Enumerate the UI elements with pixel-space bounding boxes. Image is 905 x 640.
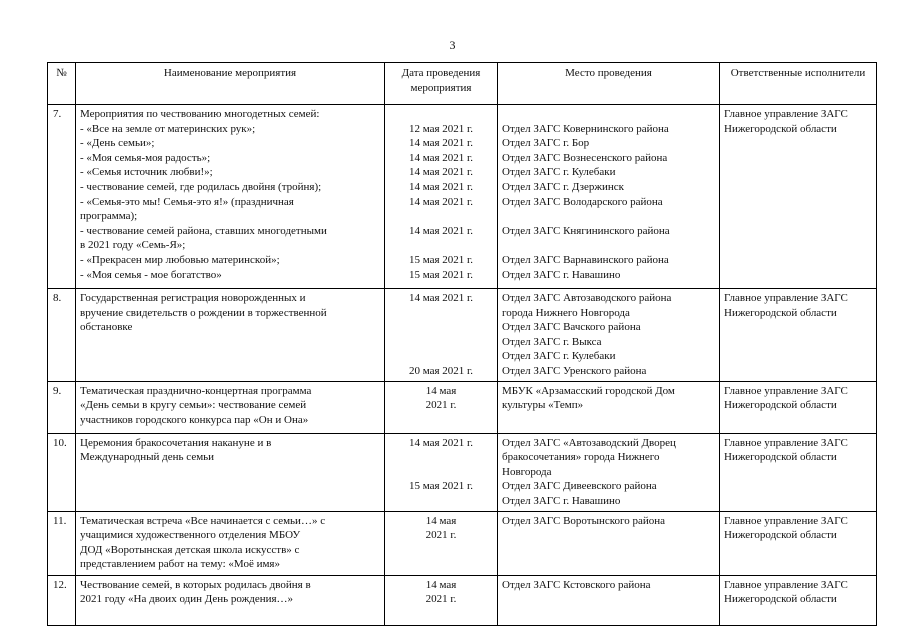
responsible-line: Главное управление ЗАГС	[724, 436, 848, 449]
page-number: 3	[449, 38, 456, 52]
date-line: 14 мая 2021 г.	[408, 292, 474, 304]
event-name-cell	[76, 511, 385, 575]
table-header-row	[48, 63, 877, 105]
table-row	[48, 381, 877, 433]
date-line: 15 мая 2021 г.	[408, 268, 474, 281]
row-number: 8.	[48, 289, 76, 382]
event-name-line: - «Прекрасен мир любовью материнской»;	[80, 253, 280, 266]
table-row	[48, 433, 877, 511]
place-line: Отдел ЗАГС Воротынского района	[502, 514, 666, 527]
responsible-line: Нижегородской области	[724, 529, 837, 542]
responsible-line: Главное управление ЗАГС	[724, 514, 848, 527]
event-name-line: программа);	[80, 210, 138, 223]
event-name-line: учащимися художественного отделения МБОУ	[80, 529, 301, 542]
date-line: 14 мая 2021 г.	[408, 180, 474, 193]
blank-line	[389, 349, 493, 364]
place-line: Отдел ЗАГС Вачского района	[502, 321, 641, 334]
event-name-line: Государственная регистрация новорожденных и	[80, 292, 306, 304]
date-cell	[385, 105, 498, 289]
header-place: Место проведения	[498, 63, 720, 105]
event-name-line: представлением работ на тему: «Моё имя»	[80, 558, 280, 571]
place-cell	[498, 289, 720, 382]
date-line: 20 мая 2021 г.	[408, 364, 474, 377]
event-name-cell	[76, 575, 385, 625]
event-name-line: - «День семьи»;	[80, 137, 155, 150]
date-line: 14 мая 2021 г.	[408, 224, 474, 237]
table-row	[48, 511, 877, 575]
place-line: Отдел ЗАГС г. Выкса	[502, 335, 602, 348]
place-cell	[498, 105, 720, 289]
row-number: 11.	[48, 511, 76, 575]
date-line: 2021 г.	[425, 529, 457, 542]
event-name-line: Тематическая празднично-концертная программа	[80, 384, 312, 397]
event-name-line: - «Моя семья-моя радость»;	[80, 151, 211, 164]
event-name-line: - «Семья-это мы! Семья-это я!» (праздничная	[80, 195, 294, 208]
event-name-line: Международный день семьи	[80, 451, 215, 464]
table-row	[48, 289, 877, 382]
blank-line	[389, 209, 493, 224]
responsible-line: Главное управление ЗАГС	[724, 578, 848, 591]
date-line: 15 мая 2021 г.	[408, 480, 474, 493]
place-cell	[498, 511, 720, 575]
header-responsible: Ответственные исполнители	[720, 63, 877, 105]
date-line: 14 мая 2021 г.	[408, 166, 474, 179]
event-name-cell	[76, 105, 385, 289]
row-number: 9.	[48, 381, 76, 433]
responsible-cell	[720, 289, 877, 382]
event-name-line: - чествование семей района, ставших многодетными	[80, 224, 327, 237]
date-cell	[385, 289, 498, 382]
responsible-line: Нижегородской области	[724, 122, 837, 135]
date-line: 14 мая 2021 г.	[408, 436, 474, 449]
blank-line	[389, 306, 493, 321]
responsible-line: Нижегородской области	[724, 306, 837, 319]
responsible-cell	[720, 105, 877, 289]
blank-line	[502, 238, 715, 253]
place-cell	[498, 381, 720, 433]
event-name-line: Тематическая встреча «Все начинается с семьи…» с	[80, 514, 326, 527]
event-name-line: Мероприятия по чествованию многодетных семей:	[80, 108, 320, 120]
events-table	[47, 62, 877, 626]
date-cell	[385, 575, 498, 625]
header-number: №	[48, 63, 76, 105]
place-line: Отдел ЗАГС Уренского района	[502, 364, 647, 377]
date-line: 14 мая 2021 г.	[408, 151, 474, 164]
blank-line	[389, 238, 493, 253]
place-line: Отдел ЗАГС «Автозаводский Дворец	[502, 436, 676, 449]
date-line: 14 мая 2021 г.	[408, 137, 474, 150]
event-name-line: участников городского конкурса пар «Он и Она»	[80, 413, 309, 426]
responsible-line: Главное управление ЗАГС	[724, 384, 848, 397]
event-name-line: ДОД «Воротынская детская школа искусств» с	[80, 543, 300, 556]
date-line: 2021 г.	[425, 593, 457, 606]
event-name-line: 2021 году «На двоих один День рождения…»	[80, 593, 294, 606]
date-line: 15 мая 2021 г.	[408, 253, 474, 266]
place-line: Отдел ЗАГС Кстовского района	[502, 578, 651, 591]
place-line: Отдел ЗАГС г. Дзержинск	[502, 180, 624, 193]
responsible-cell	[720, 381, 877, 433]
place-cell	[498, 575, 720, 625]
header-date: Дата проведения мероприятия	[385, 63, 498, 105]
place-line: Отдел ЗАГС Автозаводского района	[502, 292, 672, 304]
place-line: Отдел ЗАГС Дивеевского района	[502, 480, 657, 493]
event-name-line: - чествование семей, где родилась двойня (тройня);	[80, 180, 322, 193]
place-line: бракосочетания» города Нижнего	[502, 451, 660, 464]
event-name-cell	[76, 433, 385, 511]
row-number: 10.	[48, 433, 76, 511]
responsible-line: Главное управление ЗАГС	[724, 108, 848, 120]
blank-line	[389, 107, 493, 122]
header-event-name: Наименование мероприятия	[76, 63, 385, 105]
row-number: 12.	[48, 575, 76, 625]
date-line: 12 мая 2021 г.	[408, 122, 474, 135]
event-name-line: Церемония бракосочетания накануне и в	[80, 436, 272, 449]
date-line: 14 мая 2021 г.	[408, 195, 474, 208]
responsible-line: Нижегородской области	[724, 451, 837, 464]
blank-line	[389, 450, 493, 465]
place-line: Отдел ЗАГС г. Кулебаки	[502, 350, 616, 363]
responsible-line: Нижегородской области	[724, 593, 837, 606]
event-name-line: в 2021 году «Семь-Я»;	[80, 239, 186, 252]
date-line: 14 мая	[425, 384, 457, 397]
place-line: Отдел ЗАГС Володарского района	[502, 195, 663, 208]
place-line: Отдел ЗАГС г. Навашино	[502, 268, 621, 281]
place-line: Новгорода	[502, 465, 552, 478]
table-row	[48, 575, 877, 625]
responsible-cell	[720, 433, 877, 511]
responsible-cell	[720, 575, 877, 625]
place-line: Отдел ЗАГС г. Навашино	[502, 494, 621, 507]
blank-line	[389, 465, 493, 480]
date-line: 14 мая	[425, 514, 457, 527]
event-name-line: Чествование семей, в которых родилась двойня в	[80, 578, 311, 591]
event-name-cell	[76, 289, 385, 382]
place-line: культуры «Темп»	[502, 399, 584, 412]
place-line: Отдел ЗАГС Ковернинского района	[502, 122, 669, 135]
place-line: Отдел ЗАГС г. Кулебаки	[502, 166, 616, 179]
event-name-cell	[76, 381, 385, 433]
event-name-line: обстановке	[80, 321, 133, 334]
date-line: 2021 г.	[425, 399, 457, 412]
date-cell	[385, 433, 498, 511]
place-line: Отдел ЗАГС г. Бор	[502, 137, 590, 150]
event-name-line: «День семьи в кругу семьи»: чествование семей	[80, 399, 307, 412]
blank-line	[389, 320, 493, 335]
event-name-line: вручение свидетельств о рождении в торжественной	[80, 306, 327, 319]
place-line: города Нижнего Новгорода	[502, 306, 630, 319]
date-cell	[385, 511, 498, 575]
responsible-line: Главное управление ЗАГС	[724, 292, 848, 304]
responsible-cell	[720, 511, 877, 575]
place-line: Отдел ЗАГС Варнавинского района	[502, 253, 669, 266]
place-line: МБУК «Арзамасский городской Дом	[502, 384, 675, 397]
blank-line	[502, 107, 715, 122]
date-line: 14 мая	[425, 578, 457, 591]
blank-line	[389, 335, 493, 350]
place-cell	[498, 433, 720, 511]
event-name-line: - «Все на земле от материнских рук»;	[80, 122, 256, 135]
place-line: Отдел ЗАГС Княгининского района	[502, 224, 670, 237]
row-number: 7.	[48, 105, 76, 289]
responsible-line: Нижегородской области	[724, 399, 837, 412]
event-name-line: - «Семья источник любви!»;	[80, 166, 213, 179]
place-line: Отдел ЗАГС Вознесенского района	[502, 151, 668, 164]
date-cell	[385, 381, 498, 433]
table-row	[48, 105, 877, 289]
event-name-line: - «Моя семья - мое богатство»	[80, 268, 222, 281]
blank-line	[502, 209, 715, 224]
